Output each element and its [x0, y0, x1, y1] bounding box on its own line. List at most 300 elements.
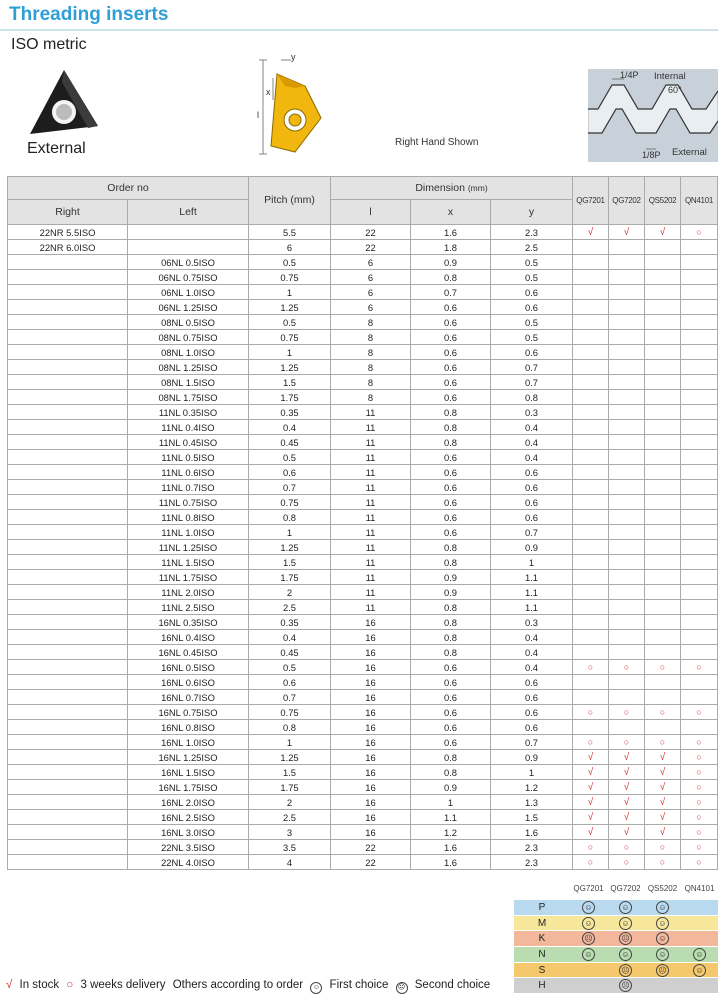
- y-cell: 0.9: [491, 750, 573, 765]
- x-cell: 0.9: [411, 780, 491, 795]
- right-cell: [8, 315, 128, 330]
- x-cell: 1.6: [411, 840, 491, 855]
- left-cell: 22NL 4.0ISO: [128, 855, 249, 870]
- material-label: K: [514, 931, 570, 947]
- l-cell: 16: [331, 705, 411, 720]
- in-stock-label: In stock: [19, 979, 60, 991]
- left-cell: 16NL 0.75ISO: [128, 705, 249, 720]
- availability-cell: [573, 570, 609, 585]
- pitch-cell: 0.6: [249, 675, 331, 690]
- right-cell: [8, 435, 128, 450]
- y-cell: 0.3: [491, 615, 573, 630]
- availability-cell: [609, 600, 645, 615]
- y-cell: 1.1: [491, 570, 573, 585]
- availability-cell: [645, 690, 681, 705]
- availability-cell: [573, 435, 609, 450]
- material-label: M: [514, 915, 570, 931]
- suitability-table-body: [514, 900, 718, 994]
- y-cell: 1.2: [491, 780, 573, 795]
- suitability-cell: [681, 962, 718, 978]
- second-choice-icon: ☹: [619, 964, 632, 977]
- availability-cell: [573, 345, 609, 360]
- first-choice-icon: ☺: [656, 917, 669, 930]
- first-choice-icon: ☺: [582, 917, 595, 930]
- y-cell: 0.6: [491, 720, 573, 735]
- availability-cell: ○: [681, 765, 718, 780]
- y-cell: 0.4: [491, 630, 573, 645]
- availability-cell: ○: [681, 780, 718, 795]
- y-cell: 0.4: [491, 660, 573, 675]
- availability-cell: √: [573, 825, 609, 840]
- l-cell: 16: [331, 825, 411, 840]
- availability-cell: [681, 585, 718, 600]
- pitch-cell: 6: [249, 240, 331, 255]
- y-cell: 0.4: [491, 435, 573, 450]
- right-cell: [8, 825, 128, 840]
- table-row: [8, 750, 718, 765]
- availability-cell: [609, 510, 645, 525]
- page-title: Threading inserts: [9, 4, 169, 25]
- table-row: [8, 225, 718, 240]
- left-cell: 08NL 1.0ISO: [128, 345, 249, 360]
- title-divider: [0, 29, 718, 31]
- left-cell: 16NL 0.45ISO: [128, 645, 249, 660]
- availability-cell: √: [573, 225, 609, 240]
- left-cell: 16NL 2.5ISO: [128, 810, 249, 825]
- availability-cell: [645, 375, 681, 390]
- x-cell: 0.8: [411, 615, 491, 630]
- pitch-cell: 1: [249, 285, 331, 300]
- external-label: External: [672, 147, 707, 158]
- availability-cell: [573, 540, 609, 555]
- x-cell: 0.6: [411, 510, 491, 525]
- y-cell: 0.5: [491, 330, 573, 345]
- availability-cell: [573, 300, 609, 315]
- x-cell: 0.6: [411, 735, 491, 750]
- availability-cell: [681, 255, 718, 270]
- y-cell: 0.5: [491, 270, 573, 285]
- first-choice-icon: ☺: [693, 964, 706, 977]
- suitability-cell: [681, 947, 718, 963]
- x-cell: 0.6: [411, 705, 491, 720]
- right-cell: [8, 810, 128, 825]
- left-cell: 06NL 1.0ISO: [128, 285, 249, 300]
- page-subtitle: ISO metric: [11, 36, 87, 53]
- y-cell: 0.7: [491, 360, 573, 375]
- right-cell: [8, 570, 128, 585]
- availability-cell: [573, 240, 609, 255]
- availability-cell: [573, 315, 609, 330]
- availability-cell: √: [609, 825, 645, 840]
- pitch-cell: 0.5: [249, 660, 331, 675]
- right-cell: [8, 780, 128, 795]
- availability-cell: √: [609, 765, 645, 780]
- left-cell: 06NL 0.5ISO: [128, 255, 249, 270]
- table-row: [8, 300, 718, 315]
- pitch-cell: 2: [249, 795, 331, 810]
- y-cell: 0.6: [491, 675, 573, 690]
- table-row: [8, 810, 718, 825]
- availability-cell: [609, 360, 645, 375]
- table-row: [8, 450, 718, 465]
- first-choice-icon: ☺: [619, 901, 632, 914]
- left-cell: 08NL 1.25ISO: [128, 360, 249, 375]
- x-cell: 0.6: [411, 360, 491, 375]
- l-cell: 11: [331, 420, 411, 435]
- first-choice-icon: ☺: [656, 932, 669, 945]
- availability-cell: ○: [681, 660, 718, 675]
- pitch-cell: 0.75: [249, 270, 331, 285]
- grade-header: QG7202: [609, 177, 645, 225]
- availability-cell: [573, 510, 609, 525]
- table-row: [8, 330, 718, 345]
- availability-cell: [681, 645, 718, 660]
- left-cell: 16NL 1.0ISO: [128, 735, 249, 750]
- left-cell: 08NL 0.5ISO: [128, 315, 249, 330]
- second-choice-icon: ☹: [396, 982, 408, 994]
- availability-cell: [609, 585, 645, 600]
- availability-cell: ○: [609, 855, 645, 870]
- availability-cell: [645, 720, 681, 735]
- pitch-cell: 1.75: [249, 570, 331, 585]
- availability-cell: √: [609, 795, 645, 810]
- availability-cell: [645, 390, 681, 405]
- insert-dimension-diagram: [255, 52, 335, 162]
- l-cell: 16: [331, 690, 411, 705]
- x-cell: 1.1: [411, 810, 491, 825]
- y-cell: 0.6: [491, 495, 573, 510]
- pitch-cell: 2.5: [249, 600, 331, 615]
- thread-profile-diagram: [588, 69, 718, 162]
- x-cell: 0.8: [411, 420, 491, 435]
- pitch-cell: 0.45: [249, 645, 331, 660]
- l-cell: 11: [331, 525, 411, 540]
- l-cell: 6: [331, 285, 411, 300]
- x-cell: 0.8: [411, 750, 491, 765]
- availability-cell: [573, 480, 609, 495]
- pitch-cell: 0.7: [249, 480, 331, 495]
- x-cell: 0.6: [411, 375, 491, 390]
- availability-cell: [681, 330, 718, 345]
- delivery-icon: ○: [66, 979, 74, 991]
- table-row: [8, 645, 718, 660]
- availability-cell: √: [645, 750, 681, 765]
- x-cell: 0.6: [411, 345, 491, 360]
- x-cell: 1.8: [411, 240, 491, 255]
- right-cell: [8, 300, 128, 315]
- l-cell: 11: [331, 585, 411, 600]
- suitability-cell: [644, 915, 681, 931]
- availability-cell: [681, 555, 718, 570]
- l-cell: 16: [331, 720, 411, 735]
- availability-cell: [645, 600, 681, 615]
- left-cell: [128, 225, 249, 240]
- availability-cell: ○: [609, 660, 645, 675]
- right-cell: [8, 540, 128, 555]
- pitch-cell: 2.5: [249, 810, 331, 825]
- availability-cell: √: [573, 795, 609, 810]
- second-choice-icon: ☹: [619, 979, 632, 992]
- right-cell: 22NR 5.5ISO: [8, 225, 128, 240]
- pitch-cell: 1.25: [249, 540, 331, 555]
- right-cell: [8, 660, 128, 675]
- availability-cell: [573, 420, 609, 435]
- table-row: [8, 780, 718, 795]
- availability-cell: ○: [645, 855, 681, 870]
- material-label: N: [514, 947, 570, 963]
- left-cell: 11NL 0.5ISO: [128, 450, 249, 465]
- insert-image: [28, 68, 100, 140]
- pitch-cell: 1.5: [249, 555, 331, 570]
- availability-cell: √: [573, 780, 609, 795]
- availability-cell: [573, 645, 609, 660]
- availability-cell: [681, 420, 718, 435]
- availability-cell: [609, 300, 645, 315]
- availability-cell: [609, 330, 645, 345]
- left-cell: 16NL 0.6ISO: [128, 675, 249, 690]
- right-cell: [8, 720, 128, 735]
- suitability-row: [514, 915, 718, 931]
- y-cell: 0.5: [491, 255, 573, 270]
- y-cell: 2.3: [491, 840, 573, 855]
- l-cell: 16: [331, 675, 411, 690]
- availability-cell: [573, 720, 609, 735]
- y-cell: 0.7: [491, 375, 573, 390]
- dimension-label: Dimension: [415, 181, 465, 194]
- x-cell: 1.2: [411, 825, 491, 840]
- right-cell: [8, 375, 128, 390]
- availability-cell: [681, 630, 718, 645]
- x-cell: 0.8: [411, 600, 491, 615]
- availability-cell: ○: [681, 225, 718, 240]
- availability-cell: [645, 630, 681, 645]
- right-cell: [8, 855, 128, 870]
- right-hand-caption: Right Hand Shown: [395, 137, 479, 148]
- l-cell: 22: [331, 225, 411, 240]
- suitability-row: [514, 947, 718, 963]
- left-cell: 16NL 0.35ISO: [128, 615, 249, 630]
- left-cell: 11NL 0.8ISO: [128, 510, 249, 525]
- suit-grade-head: QG7202: [610, 884, 641, 893]
- second-choice-icon: ☹: [656, 964, 669, 977]
- pitch-cell: 0.8: [249, 720, 331, 735]
- availability-cell: [609, 615, 645, 630]
- availability-cell: [609, 540, 645, 555]
- availability-cell: √: [609, 810, 645, 825]
- order-no-header: Order no: [8, 177, 249, 200]
- first-choice-label: First choice: [329, 979, 389, 991]
- availability-cell: ○: [573, 840, 609, 855]
- y-cell: 0.6: [491, 480, 573, 495]
- left-cell: 16NL 0.4ISO: [128, 630, 249, 645]
- suit-grade-head: QG7201: [573, 884, 604, 893]
- legend: [6, 979, 494, 994]
- pitch-cell: 1.25: [249, 300, 331, 315]
- table-row: [8, 600, 718, 615]
- internal-label: Internal: [654, 71, 686, 82]
- left-cell: 11NL 1.75ISO: [128, 570, 249, 585]
- availability-cell: √: [645, 780, 681, 795]
- table-row: [8, 480, 718, 495]
- table-row: [8, 375, 718, 390]
- right-cell: [8, 525, 128, 540]
- availability-cell: [645, 270, 681, 285]
- availability-cell: [645, 285, 681, 300]
- x-cell: 0.6: [411, 675, 491, 690]
- availability-cell: [609, 675, 645, 690]
- first-choice-icon: ☺: [310, 982, 322, 994]
- inserts-table-body: [8, 225, 718, 870]
- table-row: [8, 345, 718, 360]
- y-cell: 0.6: [491, 285, 573, 300]
- availability-cell: √: [573, 750, 609, 765]
- availability-cell: [609, 435, 645, 450]
- x-cell: 0.6: [411, 690, 491, 705]
- y-cell: 1.6: [491, 825, 573, 840]
- table-row: [8, 315, 718, 330]
- availability-cell: [681, 495, 718, 510]
- availability-cell: [681, 675, 718, 690]
- availability-cell: [681, 315, 718, 330]
- y-cell: 1.5: [491, 810, 573, 825]
- right-cell: [8, 270, 128, 285]
- suitability-cell: [681, 900, 718, 915]
- l-cell: 11: [331, 480, 411, 495]
- availability-cell: [609, 495, 645, 510]
- table-row: [8, 465, 718, 480]
- right-cell: [8, 450, 128, 465]
- y-cell: 1.1: [491, 585, 573, 600]
- l-cell: 16: [331, 810, 411, 825]
- left-header: Left: [128, 200, 249, 225]
- l-cell: 11: [331, 600, 411, 615]
- grade-header: QG7201: [573, 177, 609, 225]
- table-row: [8, 405, 718, 420]
- y-cell: 0.6: [491, 465, 573, 480]
- availability-cell: [645, 570, 681, 585]
- availability-cell: ○: [681, 750, 718, 765]
- availability-cell: [681, 345, 718, 360]
- l-cell: 11: [331, 510, 411, 525]
- left-cell: 08NL 1.5ISO: [128, 375, 249, 390]
- availability-cell: [681, 360, 718, 375]
- availability-cell: [681, 690, 718, 705]
- l-cell: 16: [331, 750, 411, 765]
- availability-cell: [573, 390, 609, 405]
- pitch-cell: 0.5: [249, 255, 331, 270]
- y-cell: 0.4: [491, 420, 573, 435]
- suitability-cell: [607, 931, 644, 947]
- right-cell: [8, 495, 128, 510]
- availability-cell: √: [645, 225, 681, 240]
- right-cell: [8, 420, 128, 435]
- availability-cell: [645, 450, 681, 465]
- x-cell: 0.9: [411, 570, 491, 585]
- table-row: [8, 855, 718, 870]
- x-cell: 0.6: [411, 525, 491, 540]
- pitch-cell: 1.75: [249, 390, 331, 405]
- left-cell: 16NL 0.5ISO: [128, 660, 249, 675]
- l-cell: 8: [331, 375, 411, 390]
- l-cell: 8: [331, 315, 411, 330]
- l-cell: 11: [331, 540, 411, 555]
- right-cell: [8, 255, 128, 270]
- table-row: [8, 420, 718, 435]
- material-label: S: [514, 962, 570, 978]
- right-cell: [8, 705, 128, 720]
- left-cell: 16NL 1.75ISO: [128, 780, 249, 795]
- availability-cell: [573, 555, 609, 570]
- y-cell: 1.3: [491, 795, 573, 810]
- right-cell: 22NR 6.0ISO: [8, 240, 128, 255]
- left-cell: 11NL 0.7ISO: [128, 480, 249, 495]
- pitch-cell: 0.35: [249, 405, 331, 420]
- availability-cell: [609, 285, 645, 300]
- second-choice-icon: ☹: [619, 932, 632, 945]
- availability-cell: [681, 300, 718, 315]
- suitability-cell: [607, 900, 644, 915]
- right-cell: [8, 585, 128, 600]
- left-cell: 06NL 1.25ISO: [128, 300, 249, 315]
- suitability-cell: [570, 962, 607, 978]
- suit-grade-head: QN4101: [684, 884, 715, 893]
- right-cell: [8, 750, 128, 765]
- x-cell: 0.8: [411, 765, 491, 780]
- suitability-cell: [681, 915, 718, 931]
- y-cell: 0.7: [491, 735, 573, 750]
- availability-cell: [573, 270, 609, 285]
- availability-cell: [681, 720, 718, 735]
- right-header: Right: [8, 200, 128, 225]
- quarter-pitch-label: 1/4P: [620, 70, 639, 80]
- availability-cell: [573, 360, 609, 375]
- suitability-cell: [644, 962, 681, 978]
- availability-cell: ○: [681, 795, 718, 810]
- pitch-cell: 0.45: [249, 435, 331, 450]
- availability-cell: [645, 585, 681, 600]
- availability-cell: [573, 585, 609, 600]
- availability-cell: [681, 435, 718, 450]
- right-cell: [8, 285, 128, 300]
- right-cell: [8, 600, 128, 615]
- left-cell: 16NL 1.25ISO: [128, 750, 249, 765]
- availability-cell: √: [609, 750, 645, 765]
- x-cell: 0.6: [411, 660, 491, 675]
- pitch-cell: 1.25: [249, 360, 331, 375]
- left-cell: 11NL 1.5ISO: [128, 555, 249, 570]
- availability-cell: [573, 255, 609, 270]
- suit-grade-head: QS5202: [647, 884, 678, 893]
- x-cell: 0.6: [411, 480, 491, 495]
- l-cell: 22: [331, 855, 411, 870]
- availability-cell: √: [645, 765, 681, 780]
- y-cell: 0.7: [491, 525, 573, 540]
- availability-cell: [645, 345, 681, 360]
- availability-cell: [573, 690, 609, 705]
- availability-cell: [573, 285, 609, 300]
- right-cell: [8, 675, 128, 690]
- x-cell: 0.8: [411, 405, 491, 420]
- first-choice-icon: ☺: [656, 901, 669, 914]
- right-cell: [8, 480, 128, 495]
- inserts-table: [7, 176, 718, 870]
- eighth-pitch-label: 1/8P: [642, 150, 661, 160]
- suitability-cell: [570, 978, 607, 994]
- availability-cell: [609, 315, 645, 330]
- availability-cell: ○: [645, 840, 681, 855]
- availability-cell: ○: [573, 705, 609, 720]
- x-cell: 1.6: [411, 225, 491, 240]
